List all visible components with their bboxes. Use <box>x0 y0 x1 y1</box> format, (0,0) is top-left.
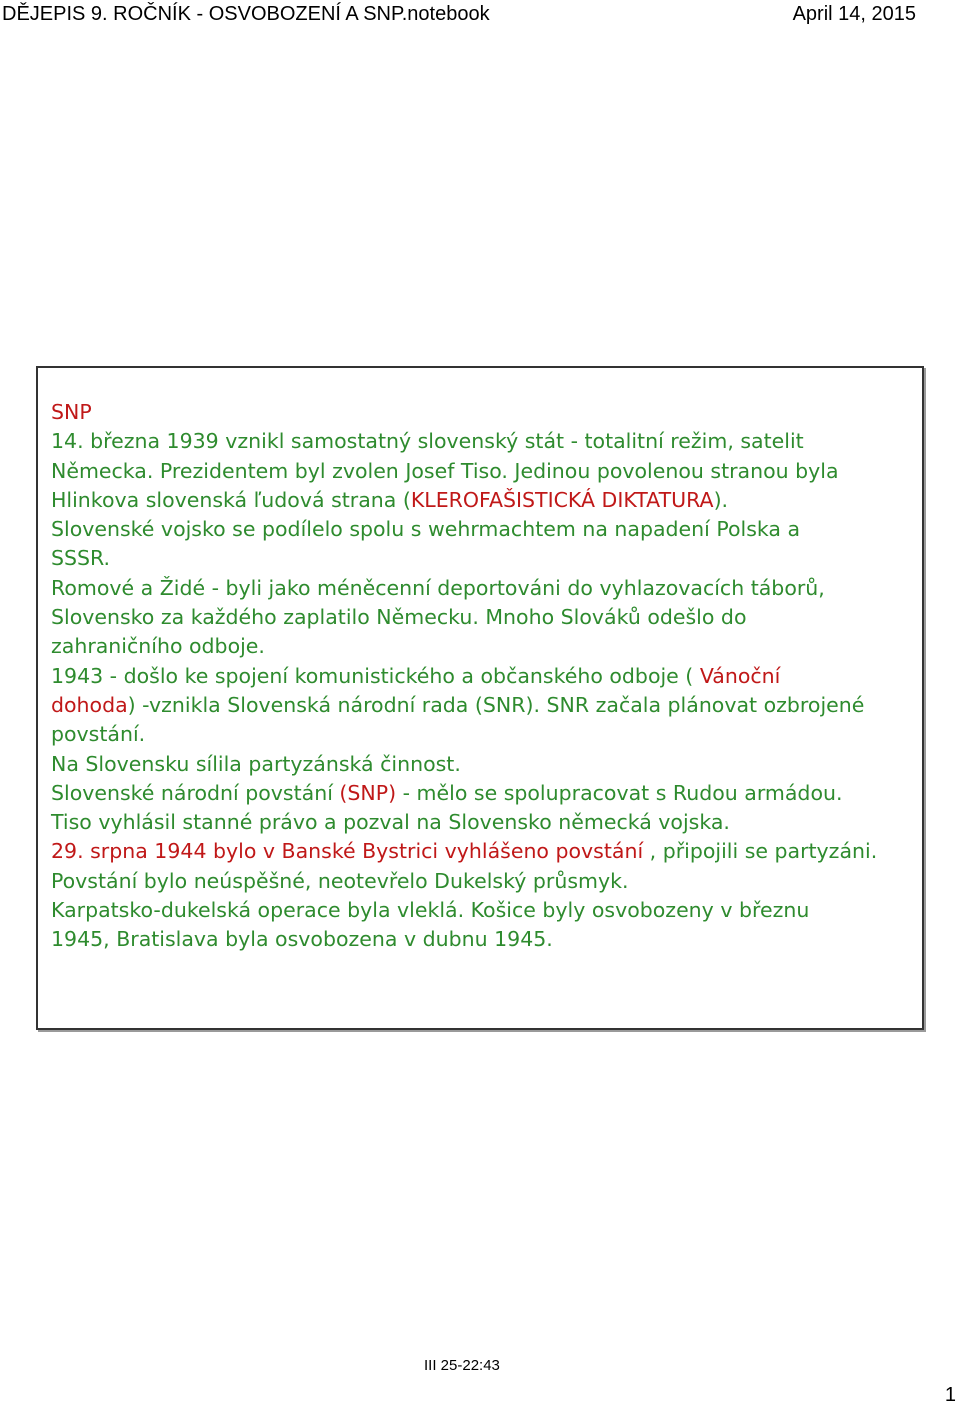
page-number: 1 <box>944 1384 956 1406</box>
body-text: Romové a Židé - byli jako méněcenní deportováni do vyhlazovacích táborů, <box>51 575 825 600</box>
body-text: Slovenské vojsko se podílelo spolu s wehrmachtem na napadení Polska a <box>51 517 801 542</box>
body-text: 1943 - došlo ke spojení komunistického a občanského odboje ( <box>51 663 700 688</box>
text-line <box>51 808 911 837</box>
body-text: zahraničního odboje. <box>51 634 265 659</box>
text-line <box>51 544 911 573</box>
body-text: Tiso vyhlásil stanné právo a pozval na Slovensko německá vojska. <box>51 810 730 835</box>
body-text: Na Slovensku sílila partyzánská činnost. <box>51 751 461 776</box>
text-line <box>51 515 911 544</box>
notebook-title: DĚJEPIS 9. ROČNÍK - OSVOBOZENÍ A SNP.notebook <box>2 3 490 25</box>
body-text: Slovensko za každého zaplatilo Německu. Mnoho Slováků odešlo do <box>51 605 747 630</box>
highlighted-text: KLEROFAŠISTICKÁ DIKTATURA <box>410 487 714 512</box>
text-line <box>51 867 911 896</box>
body-text: Německa. Prezidentem byl zvolen Josef Tiso. Jedinou povolenou stranou byla <box>51 458 839 483</box>
highlighted-text: dohoda <box>51 692 128 717</box>
text-line <box>51 720 911 749</box>
text-line <box>51 398 911 427</box>
body-text: Karpatsko-dukelská operace byla vleklá. Košice byly osvobozeny v březnu <box>51 898 810 923</box>
body-text: Povstání bylo neúspěšné, neotevřelo Dukelský průsmyk. <box>51 868 629 893</box>
text-line <box>51 662 911 691</box>
highlighted-text: Vánoční <box>699 663 781 688</box>
text-line <box>51 574 911 603</box>
body-text: ). <box>713 487 729 512</box>
slide-text <box>51 398 911 955</box>
highlighted-text: (SNP) <box>339 780 397 805</box>
highlighted-text: 29. srpna 1944 bylo v Banské Bystrici vyhlášeno povstání <box>51 839 644 864</box>
text-line <box>51 925 911 954</box>
text-line <box>51 603 911 632</box>
text-line <box>51 632 911 661</box>
print-date: April 14, 2015 <box>792 3 916 25</box>
text-line <box>51 896 911 925</box>
body-text: ) -vznikla Slovenská národní rada (SNR). SNR začala plánovat ozbrojené <box>127 692 865 717</box>
body-text: Hlinkova slovenská ľudová strana ( <box>51 487 411 512</box>
body-text: Slovenské národní povstání <box>51 780 340 805</box>
text-line <box>51 457 911 486</box>
notebook-slide <box>36 366 924 1030</box>
text-line <box>51 779 911 808</box>
slide-timestamp: III 25-22:43 <box>424 1357 500 1374</box>
body-text: 14. března 1939 vznikl samostatný slovenský stát - totalitní režim, satelit <box>51 429 804 454</box>
text-line <box>51 837 911 866</box>
body-text: povstání. <box>51 722 146 747</box>
text-line <box>51 427 911 456</box>
body-text: 1945, Bratislava byla osvobozena v dubnu 1945. <box>51 927 553 952</box>
body-text: , připojili se partyzáni. <box>643 839 878 864</box>
body-text: - mělo se spolupracovat s Rudou armádou. <box>396 780 843 805</box>
highlighted-text: SNP <box>51 400 92 424</box>
body-text: SSSR. <box>51 546 111 571</box>
text-line <box>51 750 911 779</box>
text-line <box>51 486 911 515</box>
text-line <box>51 691 911 720</box>
